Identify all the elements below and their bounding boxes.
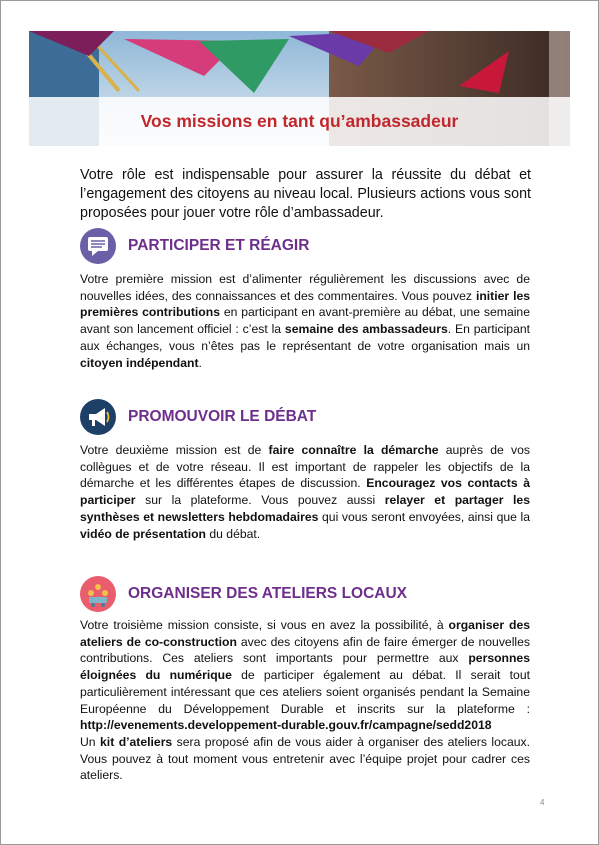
text-run: en participant en avant-première au débat, une semaine avant son lancement officiel : c’est la — [80, 305, 530, 337]
text-run: sera proposé afin de vous aider à organiser des ateliers locaux. Vous pouvez à tout moment vous entretenir avec l’équipe projet pour cadrer ces ateliers. — [80, 734, 530, 783]
text-run: du débat. — [205, 526, 261, 541]
section-heading-text: PARTICIPER ET RÉAGIR — [128, 237, 310, 254]
bold-text-run: citoyen indépendant — [80, 355, 199, 370]
header-banner — [29, 31, 570, 146]
bold-text-run: vidéo de présentation — [80, 526, 206, 541]
text-run: . — [198, 355, 202, 370]
section-heading-text: ORGANISER DES ATELIERS LOCAUX — [128, 585, 408, 602]
text-run: sur la plateforme. Vous pouvez aussi — [135, 493, 385, 508]
speech-bubble-icon — [80, 228, 116, 264]
section-heading-text: PROMOUVOIR LE DÉBAT — [128, 408, 317, 425]
title-band — [29, 97, 570, 146]
bold-text-run: http://evenements.developpement-durable.gouv.fr/campagne/sedd2018 — [80, 718, 492, 733]
text-run: Votre première mission est d’alimenter régulièrement les discussions avec de nouvelles idées, des connaissances et des commentaires. Vous pouvez — [80, 272, 530, 303]
text-run: de participer également au débat. Il serait tout particulièrement intéressant que ces ateliers soient organisés pendant la Semaine Européenne du Développement Durable et inscrits sur la plateforme : — [80, 668, 530, 716]
section-body-organiser — [80, 617, 530, 784]
bold-text-run: personnes éloignées du numérique — [80, 651, 530, 683]
bold-text-run: semaine des ambassadeurs — [284, 322, 448, 337]
bold-text-run: relayer et partager les synthèses et newsletters hebdomadaires — [80, 493, 530, 524]
section-heading-participer — [80, 228, 309, 264]
section-heading-promouvoir — [80, 399, 316, 435]
text-run: auprès de vos collègues et de votre réseau. Il est important de rappeler les objectifs de la démarche et les différentes étapes de discussion. — [80, 443, 530, 491]
text-run: qui vous seront envoyées, ainsi que la — [318, 509, 530, 524]
section-body-promouvoir — [80, 442, 530, 542]
megaphone-icon — [80, 399, 116, 435]
workshop-group-icon — [80, 576, 116, 612]
page-number: 4 — [540, 798, 545, 807]
text-run: Un — [80, 734, 101, 749]
bold-text-run: initier les premières contributions — [80, 288, 531, 320]
bold-text-run: kit d’ateliers — [100, 734, 173, 749]
bold-text-run: faire connaître la démarche — [268, 443, 439, 457]
bold-text-run: Encouragez vos contacts à participer — [80, 476, 530, 508]
bold-text-run: organiser des ateliers de co-construction — [80, 618, 530, 649]
intro-paragraph: Votre rôle est indispensable pour assurer la réussite du débat et l’engagement des citoyens au niveau local. Plusieurs actions vous sont proposées pour jouer votre rôle d’ambassadeur. — [80, 167, 531, 221]
section-heading-organiser — [80, 576, 407, 612]
page-title: Vos missions en tant qu’ambassadeur — [140, 111, 459, 131]
text-run: Votre troisième mission consiste, si vous en avez la possibilité, à — [80, 618, 449, 632]
text-run: avec des citoyens afin de faire émerger de nouvelles contributions. Ces ateliers sont importants pour permettre aux — [80, 634, 530, 666]
section-body-participer — [80, 271, 530, 371]
text-run: Votre deuxième mission est de — [80, 443, 269, 457]
text-run: . En participant aux échanges, vous n’êtes pas le représentant de votre organisation mais un — [80, 322, 531, 353]
